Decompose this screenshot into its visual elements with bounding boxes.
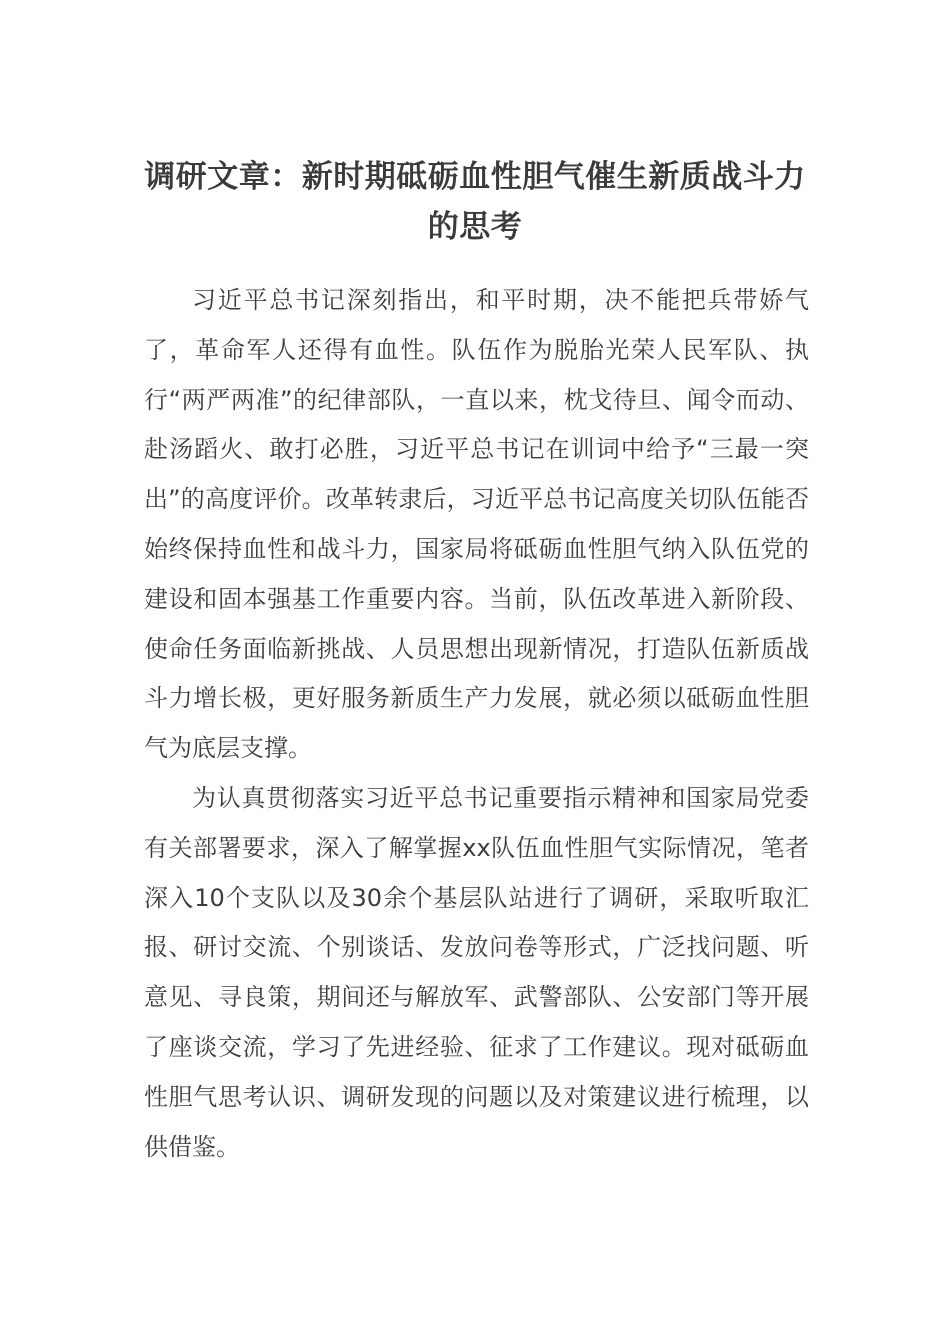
document-title: 调研文章：新时期砥砺血性胆气催生新质战斗力的思考 [144, 159, 806, 245]
document-body [144, 276, 809, 1172]
paragraph-2: 为认真贯彻落实习近平总书记重要指示精神和国家局党委有关部署要求，深入了解掌握xx队伍血性胆气实际情况，笔者深入10个支队以及30余个基层队站进行了调研，采取听取汇报、研讨交流、个别谈话、发放问卷等形式，广泛找问题、听意见、寻良策，期间还与解放军、武警部队、公安部门等开展了座谈交流，学习了先进经验、征求了工作建议。现对砥砺血性胆气思考认识、调研发现的问题以及对策建议进行梳理，以供借鉴。 [144, 783, 809, 1161]
paragraph-1: 习近平总书记深刻指出，和平时期，决不能把兵带娇气了，革命军人还得有血性。队伍作为脱胎光荣人民军队、执行“两严两准”的纪律部队，一直以来，枕戈待旦、闻令而动、赴汤蹈火、敢打必胜，习近平总书记在训词中给予“三最一突出”的高度评价。改革转隶后，习近平总书记高度关切队伍能否始终保持血性和战斗力，国家局将砥砺血性胆气纳入队伍党的建设和固本强基工作重要内容。当前，队伍改革进入新阶段、使命任务面临新挑战、人员思想出现新情况，打造队伍新质战斗力增长极，更好服务新质生产力发展，就必须以砥砺血性胆气为底层支撑。 [144, 286, 809, 763]
